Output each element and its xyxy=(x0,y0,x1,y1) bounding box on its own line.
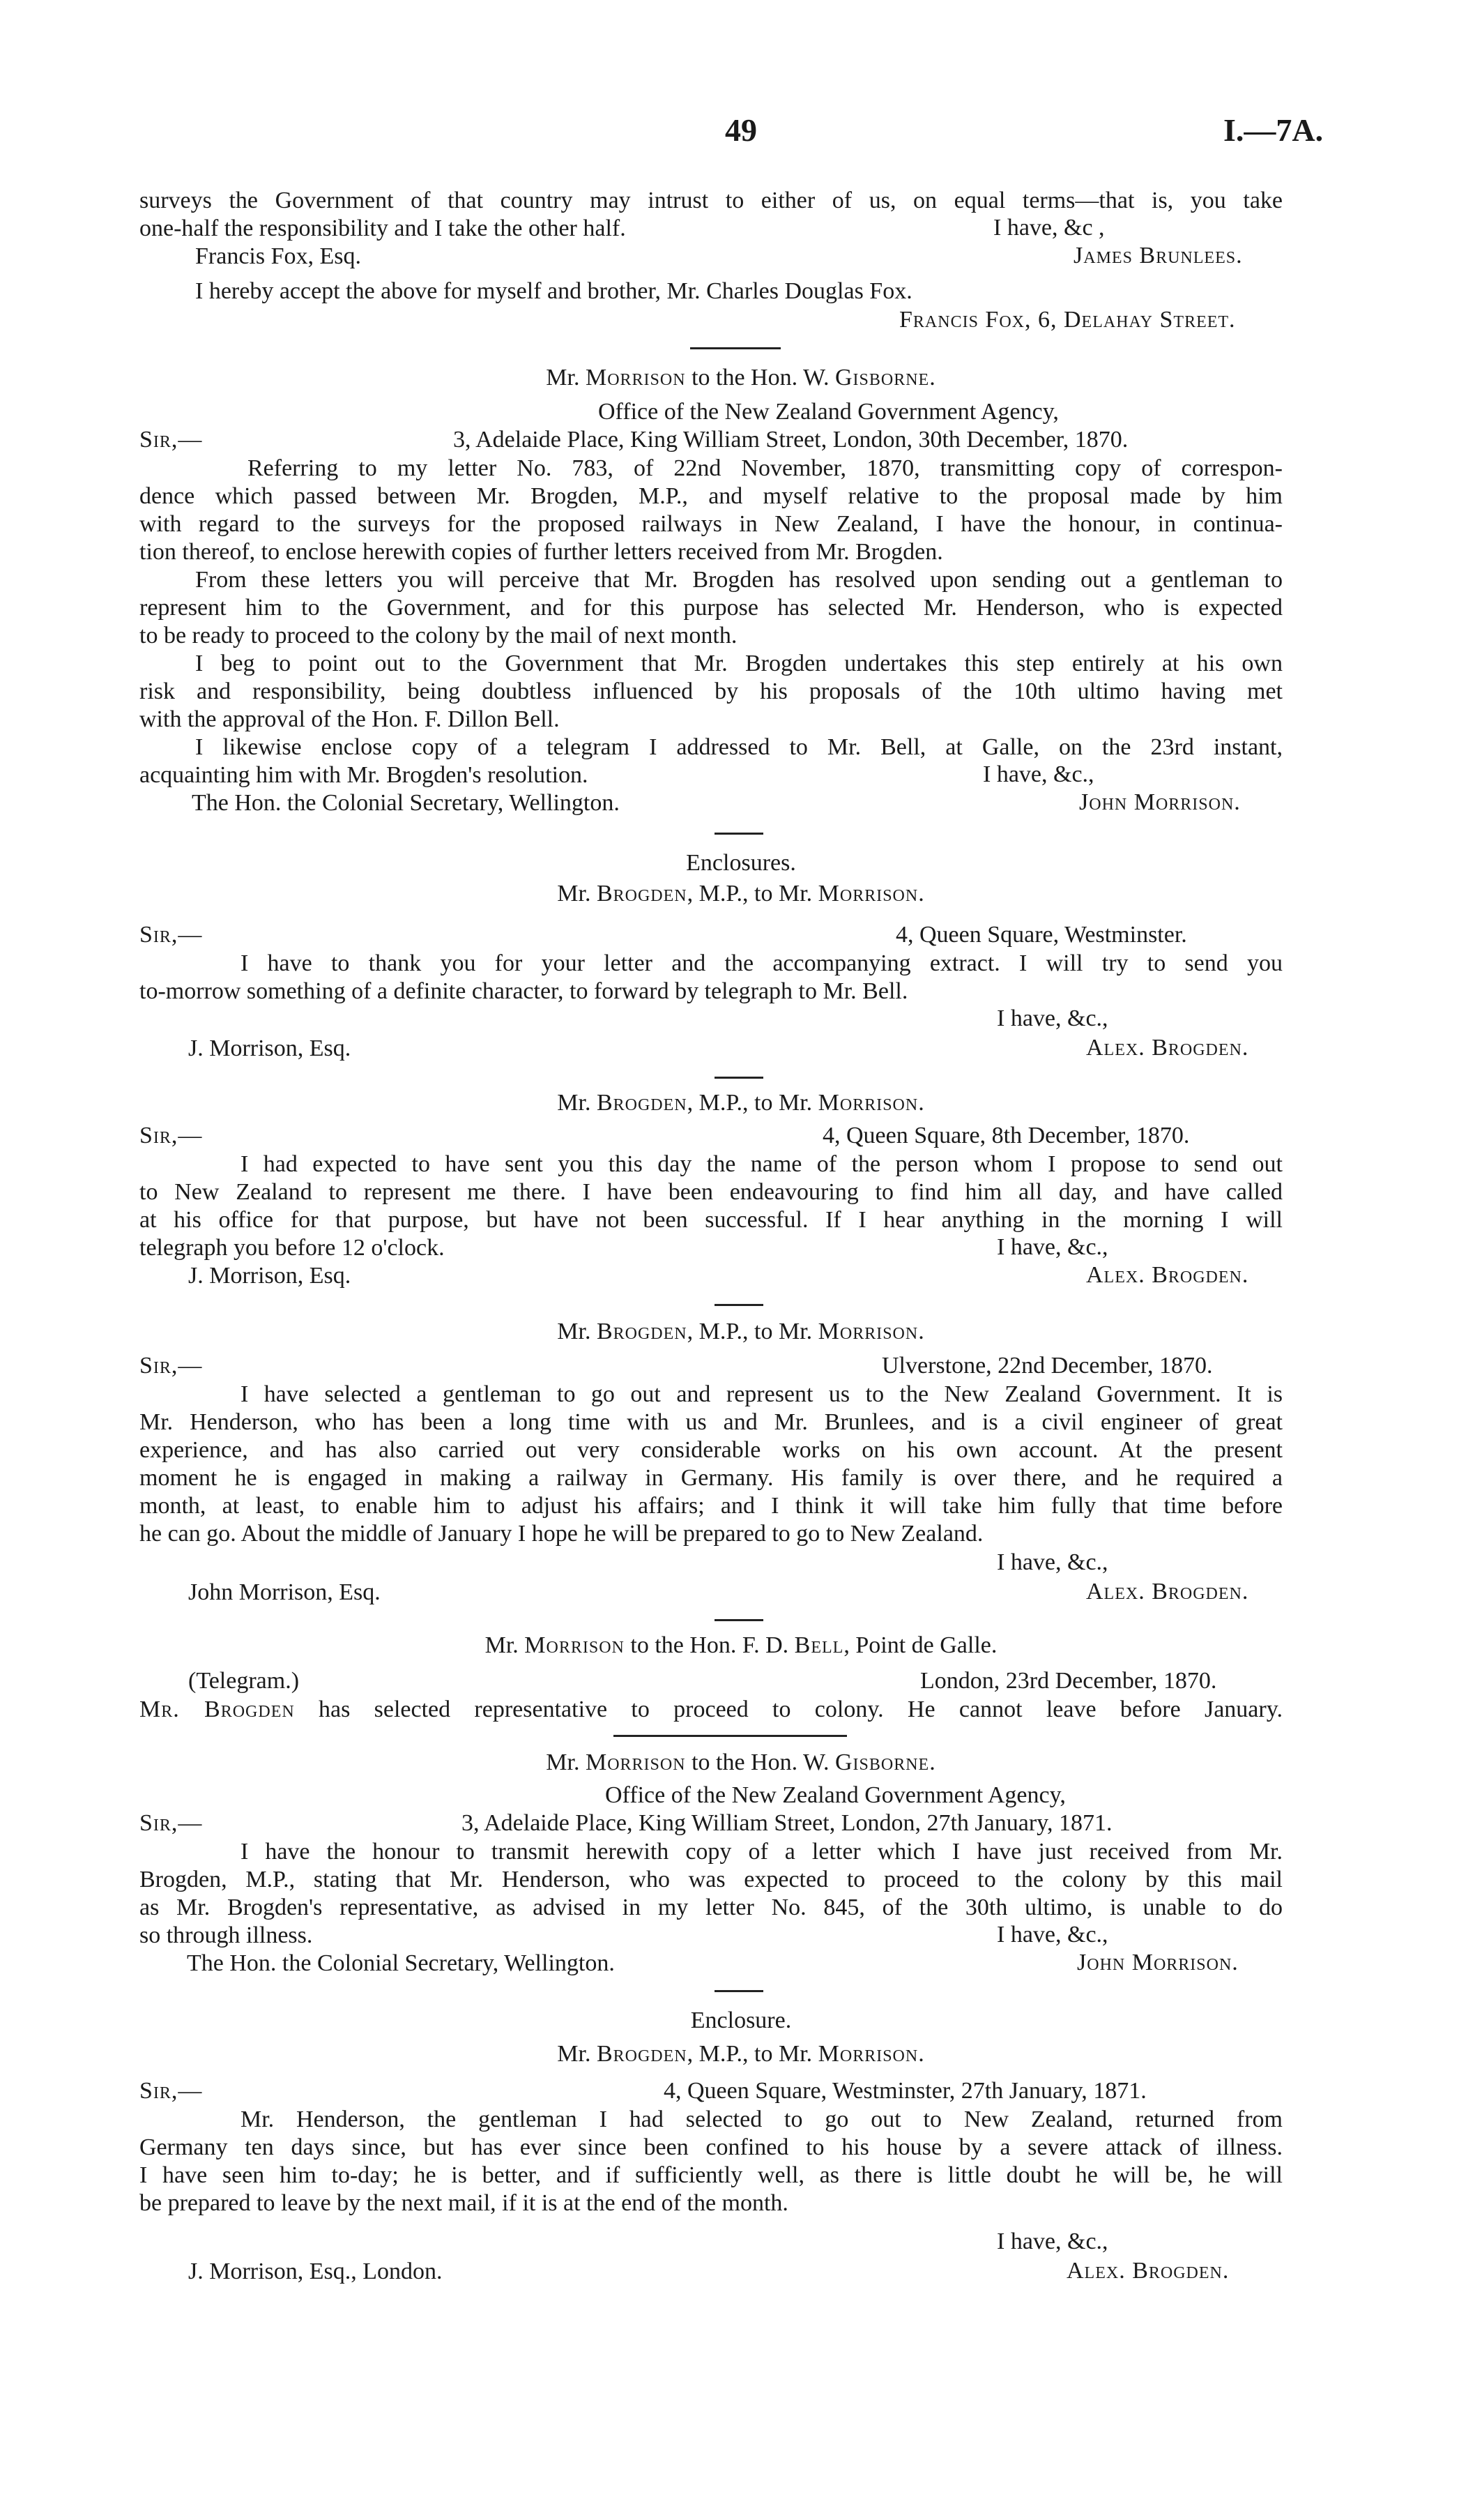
divider xyxy=(715,1990,763,1992)
addressee: Francis Fox, Esq. xyxy=(195,243,361,269)
divider xyxy=(715,1304,763,1306)
paragraph-line: I have to thank you for your letter and the accompanying extract. I will try to send you xyxy=(240,950,1283,976)
paragraph-line: Referring to my letter No. 783, of 22nd November, 1870, transmitting copy of correspon- xyxy=(247,455,1283,481)
section-title: Enclosure. xyxy=(690,2007,792,2033)
sender-address: 3, Adelaide Place, King William Street, London, 30th December, 1870. xyxy=(453,427,1129,453)
paragraph-line: surveys the Government of that country may intrust to either of us, on equal terms—that is, you take xyxy=(139,188,1283,213)
paragraph-line: be prepared to leave by the next mail, if it is at the end of the month. xyxy=(139,2190,788,2216)
paragraph-line: From these letters you will perceive that Mr. Brogden has resolved upon sending out a gentleman to xyxy=(195,567,1283,593)
telegram-text: Mr. Brogden has selected representative to proceed to colony. He cannot leave before January. xyxy=(139,1697,1283,1722)
signature: James Brunlees. xyxy=(1074,243,1243,268)
signature: John Morrison. xyxy=(1077,1950,1239,1975)
sender-address: 3, Adelaide Place, King William Street, London, 27th January, 1871. xyxy=(461,1810,1113,1836)
paragraph-line: I had expected to have sent you this day the name of the person whom I propose to send out xyxy=(240,1151,1283,1177)
office-line: Office of the New Zealand Government Agency, xyxy=(598,399,1059,425)
paragraph-line: with the approval of the Hon. F. Dillon Bell. xyxy=(139,706,560,732)
signature: Alex. Brogden. xyxy=(1086,1262,1249,1288)
paragraph-line: I have the honour to transmit herewith copy of a letter which I have just received from Mr. xyxy=(240,1839,1283,1865)
paragraph-line: at his office for that purpose, but have not been successful. If I hear anything in the morning I will xyxy=(139,1207,1283,1233)
sender-address: London, 23rd December, 1870. xyxy=(920,1668,1217,1694)
divider xyxy=(715,833,763,835)
document-reference: I.—7A. xyxy=(1223,112,1324,148)
addressee: The Hon. the Colonial Secretary, Wellington. xyxy=(192,790,620,816)
paragraph-line: moment he is engaged in making a railway in Germany. His family is over there, and he required a xyxy=(139,1465,1283,1491)
paragraph-line: one-half the responsibility and I take the other half. xyxy=(139,215,626,241)
letter-heading: Mr. Morrison to the Hon. W. Gisborne. xyxy=(546,365,936,390)
paragraph-line: with regard to the surveys for the proposed railways in New Zealand, I have the honour, in continua- xyxy=(139,511,1283,537)
addressee: J. Morrison, Esq. xyxy=(188,1035,351,1061)
signature: Francis Fox, 6, Delahay Street. xyxy=(899,307,1236,333)
addressee: J. Morrison, Esq. xyxy=(188,1263,351,1289)
sender-address: Ulverstone, 22nd December, 1870. xyxy=(882,1353,1213,1379)
letter-closing: I have, &c., xyxy=(997,1922,1108,1948)
letter-closing: I have, &c., xyxy=(983,761,1094,787)
paragraph-line: to be ready to proceed to the colony by the mail of next month. xyxy=(139,623,738,648)
letter-closing: I have, &c., xyxy=(997,1234,1108,1260)
letter-closing: I have, &c., xyxy=(997,1005,1108,1031)
salutation: Sir,— xyxy=(139,2078,203,2104)
paragraph-line: I have seen him to-day; he is better, and if sufficiently well, as there is little doubt he will be, he will xyxy=(139,2162,1283,2188)
salutation: Sir,— xyxy=(139,1353,203,1379)
paragraph-line: Mr. Henderson, the gentleman I had selected to go out to New Zealand, returned from xyxy=(240,2107,1283,2132)
divider xyxy=(690,347,781,349)
salutation: Sir,— xyxy=(139,922,203,948)
letter-heading: Mr. Brogden, M.P., to Mr. Morrison. xyxy=(557,881,925,906)
signature: Alex. Brogden. xyxy=(1067,2258,1230,2284)
page-number: 49 xyxy=(725,112,757,148)
paragraph-line: as Mr. Brogden's representative, as advised in my letter No. 845, of the 30th ultimo, is unable to do xyxy=(139,1895,1283,1920)
letter-heading: Mr. Brogden, M.P., to Mr. Morrison. xyxy=(557,1090,925,1116)
divider xyxy=(715,1077,763,1079)
sender-address: 4, Queen Square, Westminster. xyxy=(896,922,1187,948)
paragraph-line: month, at least, to enable him to adjust his affairs; and I think it will take him fully that time before xyxy=(139,1493,1283,1519)
addressee: The Hon. the Colonial Secretary, Wellington. xyxy=(187,1950,615,1976)
divider xyxy=(613,1735,847,1737)
paragraph-line: risk and responsibility, being doubtless influenced by his proposals of the 10th ultimo having met xyxy=(139,678,1283,704)
addressee: J. Morrison, Esq., London. xyxy=(188,2259,443,2284)
paragraph-line: Brogden, M.P., stating that Mr. Henderson, who was expected to proceed to the colony by this mail xyxy=(139,1867,1283,1892)
paragraph-line: represent him to the Government, and for this purpose has selected Mr. Henderson, who is expected xyxy=(139,595,1283,621)
letter-closing: I have, &c., xyxy=(997,2229,1108,2254)
letter-closing: I have, &c., xyxy=(997,1549,1108,1575)
paragraph-line: I likewise enclose copy of a telegram I addressed to Mr. Bell, at Galle, on the 23rd instant, xyxy=(195,734,1283,760)
telegram-label: (Telegram.) xyxy=(188,1668,300,1694)
paragraph-line: dence which passed between Mr. Brogden, M.P., and myself relative to the proposal made by him xyxy=(139,483,1283,509)
acceptance-line: I hereby accept the above for myself and brother, Mr. Charles Douglas Fox. xyxy=(195,278,912,304)
paragraph-line: telegraph you before 12 o'clock. xyxy=(139,1235,445,1261)
signature: Alex. Brogden. xyxy=(1086,1035,1249,1061)
letter-heading: Mr. Morrison to the Hon. F. D. Bell, Point de Galle. xyxy=(484,1632,998,1658)
office-line: Office of the New Zealand Government Agency, xyxy=(605,1782,1066,1808)
paragraph-line: to New Zealand to represent me there. I have been endeavouring to find him all day, and have called xyxy=(139,1179,1283,1205)
salutation: Sir,— xyxy=(139,1810,203,1836)
signature: Alex. Brogden. xyxy=(1086,1579,1249,1604)
divider xyxy=(715,1619,763,1621)
letter-closing: I have, &c , xyxy=(993,215,1105,241)
paragraph-line: to-morrow something of a definite character, to forward by telegraph to Mr. Bell. xyxy=(139,978,908,1004)
section-title: Enclosures. xyxy=(686,850,796,876)
paragraph-line: tion thereof, to enclose herewith copies of further letters received from Mr. Brogden. xyxy=(139,539,943,565)
paragraph-line: I have selected a gentleman to go out and represent us to the New Zealand Government. It is xyxy=(240,1381,1283,1407)
salutation: Sir,— xyxy=(139,427,203,453)
sender-address: 4, Queen Square, 8th December, 1870. xyxy=(823,1123,1190,1148)
letter-heading: Mr. Brogden, M.P., to Mr. Morrison. xyxy=(557,2041,925,2067)
letter-heading: Mr. Morrison to the Hon. W. Gisborne. xyxy=(546,1749,936,1775)
letter-heading: Mr. Brogden, M.P., to Mr. Morrison. xyxy=(557,1319,925,1344)
salutation: Sir,— xyxy=(139,1123,203,1148)
paragraph-line: so through illness. xyxy=(139,1922,313,1948)
paragraph-line: I beg to point out to the Government that Mr. Brogden undertakes this step entirely at his own xyxy=(195,651,1283,676)
paragraph-line: acquainting him with Mr. Brogden's resolution. xyxy=(139,762,588,788)
paragraph-line: he can go. About the middle of January I hope he will be prepared to go to New Zealand. xyxy=(139,1521,984,1547)
paragraph-line: Germany ten days since, but has ever since been confined to his house by a severe attack of illness. xyxy=(139,2134,1283,2160)
signature: John Morrison. xyxy=(1079,789,1241,815)
paragraph-line: experience, and has also carried out very considerable works on his own account. At the present xyxy=(139,1437,1283,1463)
addressee: John Morrison, Esq. xyxy=(188,1579,381,1605)
sender-address: 4, Queen Square, Westminster, 27th January, 1871. xyxy=(664,2078,1147,2104)
paragraph-line: Mr. Henderson, who has been a long time with us and Mr. Brunlees, and is a civil engineer of great xyxy=(139,1409,1283,1435)
